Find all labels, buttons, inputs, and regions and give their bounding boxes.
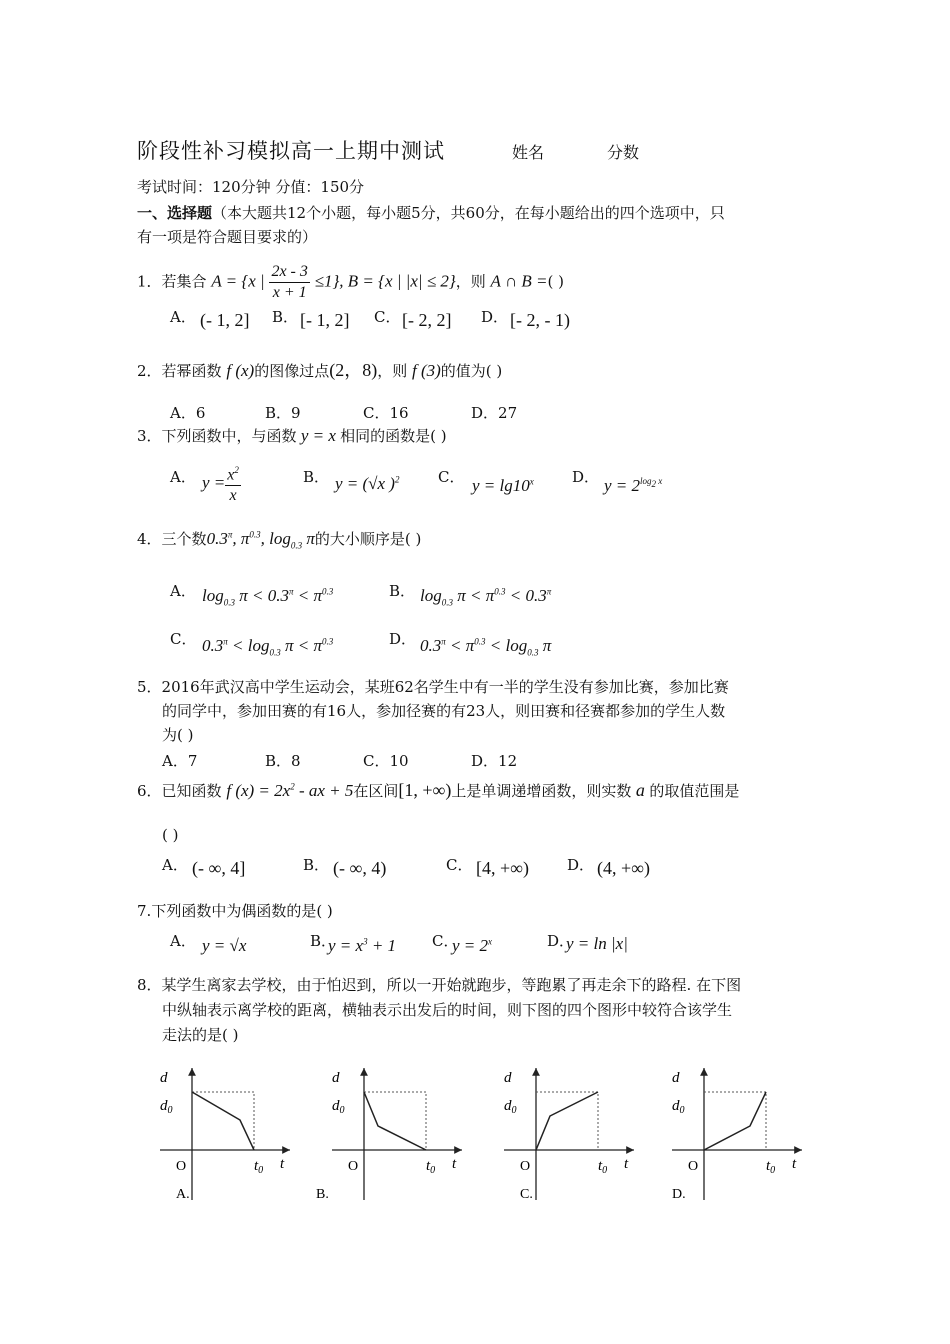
q8-line3: 走法的是( ) [162,1026,239,1044]
q3-option-a: y = $\frac{x^2}{x}$ [202,460,241,506]
q1-intersection: A ∩ B = [490,271,548,291]
q5-choice-b: B．8 [265,752,301,770]
q4-text-a: 三个数 [161,530,207,548]
q7-option-d: y = ln |x| [566,934,628,953]
q5-option-b: 8 [291,752,301,770]
q2-choice-d: D．27 [471,404,518,422]
q4-num: 4． [137,530,162,548]
graph-c [504,1068,634,1202]
q2-text-a: 若幂函数 [161,362,222,380]
graph-c-curve [536,1092,598,1150]
q2-option-d: 27 [498,404,518,422]
q2-point: (2，8) [329,360,378,380]
q1-fraction: $\frac{2x - 3}{x + 1}$ [271,263,308,301]
q1-option-b: [- 1, 2] [300,310,350,330]
graph-a-guides [192,1092,254,1150]
question-6 [137,780,739,801]
q2-option-c: 16 [389,404,409,422]
q5-choice-d: D．12 [471,752,518,770]
q1-set-expr-2: ≤1}, B = {x | |x| ≤ 2} [314,271,456,291]
q6-label-c: C． [446,856,473,874]
q3-option-b: y = (√x )$^2$ [335,474,400,493]
q2-fx: f (x) [226,361,255,380]
q3-num: 3． [137,427,162,445]
q3-option-c: $y = \lg 10^x$ [472,476,534,495]
q4-option-b: $\log_{0.3} \pi < \pi^{0.3} < 0.3^\pi$ [420,586,552,608]
q3-option-d: $y = 2^{log_2 x}$ [604,476,663,495]
q5-option-d: 12 [498,752,518,770]
exam-info: 考试时间：120分钟 分值：150分 [137,178,365,196]
q2-num: 2． [137,362,162,380]
q2-text-c: ，则 [377,362,408,380]
graph-d [672,1068,802,1202]
graph-a [160,1068,290,1202]
q6-text-d: 的取值范围是 [649,782,740,800]
page-title: 阶段性补习模拟高一上期中测试 [137,139,445,163]
q1-option-a: (- 1, 2] [200,310,250,330]
graph-d-t-label: t [792,1156,797,1172]
q8-graphs [150,1060,810,1210]
q2-choice-c: C．16 [363,404,409,422]
graph-c-origin: O [520,1159,531,1174]
q7-label-d: D． [547,932,575,950]
q6-label-b: B． [303,856,330,874]
q6-option-d: (4, +∞) [597,858,650,878]
q7-label-c: C． [432,932,459,950]
graph-d-caption: D. [672,1187,686,1202]
q4-option-a: $\log_{0.3} \pi < 0.3^\pi < \pi^{0.3}$ [202,586,334,608]
q3-label-b: B． [303,468,330,486]
name-label: 姓名 [512,143,545,162]
graph-d-origin: O [688,1159,699,1174]
q3-label-a: A． [170,468,196,486]
q4-label-a: A． [170,582,196,600]
q8-line2: 中纵轴表示离学校的距离，横轴表示出发后的时间，则下图的四个图形中较符合该学生 [162,1001,733,1019]
graph-c-guides [536,1092,598,1150]
q4-label-b: B． [389,582,416,600]
q1-set-expr: A = {x | [211,271,265,291]
q3-label-d: D． [572,468,600,486]
q3-text-b: 相同的函数是( ) [340,427,447,445]
q5-choice-c: C．10 [363,752,409,770]
q5-num: 5． [137,678,162,696]
q6-label-d: D． [567,856,595,874]
graph-b-curve [364,1092,426,1150]
graph-a-curve [192,1092,254,1150]
q4-numbers: $0.3^\pi$, $\pi^{0.3}$, $\log_{0.3} \pi$ [206,529,315,551]
graph-b-t-label: t [452,1156,457,1172]
q6-function: f $(x) = 2x^2$ - ax + 5 [226,781,354,800]
q6-text-b: 在区间 [353,782,399,800]
q6-num: 6． [137,782,162,800]
graph-a-origin: O [176,1159,187,1174]
q7-label-a: A． [170,932,196,950]
q6-var-a: a [631,780,650,800]
q1-option-c: [- 2, 2] [402,310,452,330]
graph-c-d0-label: $d_0$ [504,1098,517,1116]
graph-a-d0-label: $d_0$ [160,1098,173,1116]
q6-text-a: 已知函数 [161,782,222,800]
graph-c-t0-label: $t_0$ [598,1158,608,1176]
q2-f3: f (3) [412,361,441,380]
q4-option-d: $0.3^\pi < \pi^{0.3} < \log_{0.3} \pi$ [420,636,552,658]
graph-a-caption: A. [176,1187,190,1202]
q5-line3: 为( ) [162,726,194,744]
section-title: 一、选择题 [137,204,213,222]
graph-b-guides [364,1092,426,1150]
q3-yx: y = x [296,426,341,445]
graph-c-d-label: d [504,1070,512,1086]
section-desc-2: 有一项是符合题目要求的） [137,228,318,246]
graph-b-t0-label: $t_0$ [426,1158,436,1176]
graph-d-t0-label: $t_0$ [766,1158,776,1176]
question-2 [137,356,502,382]
q6-option-b: (- ∞, 4) [333,858,387,878]
graph-b-d-label: d [332,1070,340,1086]
q7-num: 7. [137,902,152,920]
q2-option-b: 9 [291,404,301,422]
graph-b-origin: O [348,1159,359,1174]
score-label: 分数 [607,143,640,162]
q7-option-c: $y = 2^x$ [452,936,493,955]
q8-line1: 8．某学生离家去学校，由于怕迟到，所以一开始就跑步，等跑累了再走余下的路程. 在下图 [137,976,742,994]
q1-label-c: C． [374,308,401,326]
q4-label-c: C． [170,630,197,648]
q6-paren: ( ) [162,826,179,844]
q2-choice-a: A．6 [170,404,206,422]
q6-option-a: (- ∞, 4] [192,858,246,878]
q1-label-d: D． [481,308,509,326]
q4-option-c: $0.3^\pi < \log_{0.3} \pi < \pi^{0.3}$ [202,636,334,658]
q6-label-a: A． [162,856,188,874]
q6-option-c: [4, +∞) [476,858,529,878]
q8-num: 8． [137,976,162,994]
graph-b-caption: B. [316,1187,329,1202]
q7-text: 下列函数中为偶函数的是( ) [151,902,333,920]
section-desc: （本大题共12个小题，每小题5分，共60分，在每小题给出的四个选项中，只 [212,204,725,222]
q1-suffix: ，则 [455,272,486,291]
q1-num: 1． [137,272,162,291]
graph-c-t-label: t [624,1156,629,1172]
q7-option-a: y = √x [202,936,247,955]
q1-paren: ( ) [547,272,564,291]
q5-option-a: 7 [187,752,198,770]
q2-option-a: 6 [195,404,206,422]
q2-text-b: 的图像过点 [254,362,330,380]
question-3 [137,425,447,446]
q3-text-a: 下列函数中，与函数 [161,427,297,445]
q5-choice-a: A．7 [162,752,198,770]
question-4 [137,528,421,550]
q3-label-c: C． [438,468,465,486]
graph-d-d-label: d [672,1070,680,1086]
q1-option-d: [- 2, - 1) [510,310,570,330]
q5-line2: 的同学中，参加田赛的有16人，参加径赛的有23人，则田赛和径赛都参加的学生人数 [162,702,726,720]
graph-d-d0-label: $d_0$ [672,1098,685,1116]
q5-line1: 5．2016年武汉高中学生运动会，某班62名学生中有一半的学生没有参加比赛，参加比赛 [137,678,729,696]
graph-c-caption: C. [520,1187,533,1202]
q7-label-b: B． [310,932,337,950]
q5-option-c: 10 [389,752,409,770]
graph-a-t0-label: $t_0$ [254,1158,264,1176]
q1-label-a: A． [170,308,196,326]
graph-a-t-label: t [280,1156,285,1172]
q1-prefix: 若集合 [161,272,207,291]
q1-label-b: B． [272,308,299,326]
q6-interval: [1, +∞) [398,780,452,800]
graph-d-curve [704,1092,766,1150]
q2-text-d: 的值为( ) [440,362,503,380]
graph-a-d-label: d [160,1070,168,1086]
question-1 [137,262,564,303]
graph-b-d0-label: $d_0$ [332,1098,345,1116]
q7-option-b: $y = x^3 + 1$ [328,936,397,955]
question-7 [137,900,333,921]
graph-d-guides [704,1092,766,1150]
section-header [137,202,725,223]
q2-choice-b: B．9 [265,404,301,422]
graph-b [316,1068,462,1202]
q6-text-c: 上是单调递增函数，则实数 [451,782,632,800]
q4-label-d: D． [389,630,417,648]
q4-text-b: 的大小顺序是( ) [314,530,422,548]
